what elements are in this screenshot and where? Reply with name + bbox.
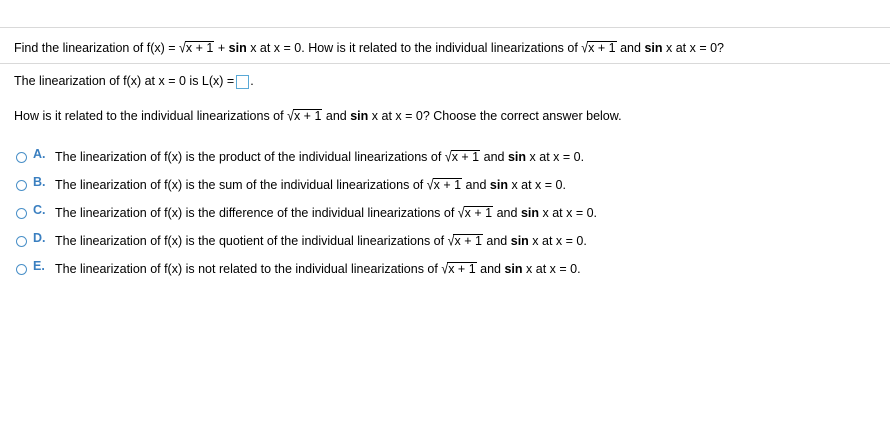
question-divider (0, 63, 890, 64)
option-letter: B. (33, 175, 46, 189)
option-text: The linearization of f(x) is the quotient of the individual linearizations of (55, 234, 445, 248)
question-prefix: Find the linearization of f(x) = (14, 41, 176, 55)
top-divider (0, 27, 890, 28)
option-a[interactable]: A. The linearization of f(x) is the product of the individual linearizations of √x + 1 and sin x at x = 0. (16, 148, 584, 166)
sqrt-expression: √x + 1 (581, 39, 616, 57)
sqrt-expression: √x + 1 (447, 232, 482, 250)
option-letter: D. (33, 231, 46, 245)
part2-text: How is it related to the individual linearizations of √x + 1 and sin x at x = 0? Choose the correct answer below. (14, 107, 622, 125)
part1-text: The linearization of f(x) at x = 0 is L(x) = . (14, 74, 254, 88)
sqrt-expression: √x + 1 (287, 107, 322, 125)
radio-button-icon[interactable] (16, 264, 27, 275)
radio-button-icon[interactable] (16, 180, 27, 191)
sqrt-expression: √x + 1 (441, 260, 476, 278)
sqrt-expression: √x + 1 (444, 148, 480, 166)
option-letter: C. (33, 203, 46, 217)
option-text: The linearization of f(x) is the sum of the individual linearizations of (55, 178, 424, 192)
question-text: Find the linearization of f(x) = √x + 1 + sin x at x = 0. How is it related to the individual linearizations of √x + 1 and sin x at x = 0? (14, 39, 725, 57)
option-d[interactable]: D. The linearization of f(x) is the quotient of the individual linearizations of √x + 1 and sin x at x = 0. (16, 232, 587, 250)
option-e[interactable]: E. The linearization of f(x) is not related to the individual linearizations of √x + 1 and sin x at x = 0. (16, 260, 581, 278)
option-letter: E. (33, 259, 45, 273)
option-text: The linearization of f(x) is the product of the individual linearizations of (55, 150, 442, 164)
sqrt-expression: √x + 1 (426, 176, 462, 194)
option-text: The linearization of f(x) is the difference of the individual linearizations of (55, 206, 455, 220)
option-text: The linearization of f(x) is not related to the individual linearizations of (55, 262, 438, 276)
radio-button-icon[interactable] (16, 152, 27, 163)
radio-button-icon[interactable] (16, 208, 27, 219)
radio-button-icon[interactable] (16, 236, 27, 247)
option-letter: A. (33, 147, 46, 161)
sqrt-expression: √x + 1 (457, 204, 493, 222)
part1-prefix: The linearization of f(x) at x = 0 is L(x) = (14, 74, 235, 88)
linearization-answer-box[interactable] (236, 75, 249, 89)
option-c[interactable]: C. The linearization of f(x) is the difference of the individual linearizations of √x + 1 and sin x at x = 0. (16, 204, 597, 222)
sqrt-expression: √x + 1 (179, 39, 214, 57)
option-b[interactable]: B. The linearization of f(x) is the sum of the individual linearizations of √x + 1 and sin x at x = 0. (16, 176, 566, 194)
